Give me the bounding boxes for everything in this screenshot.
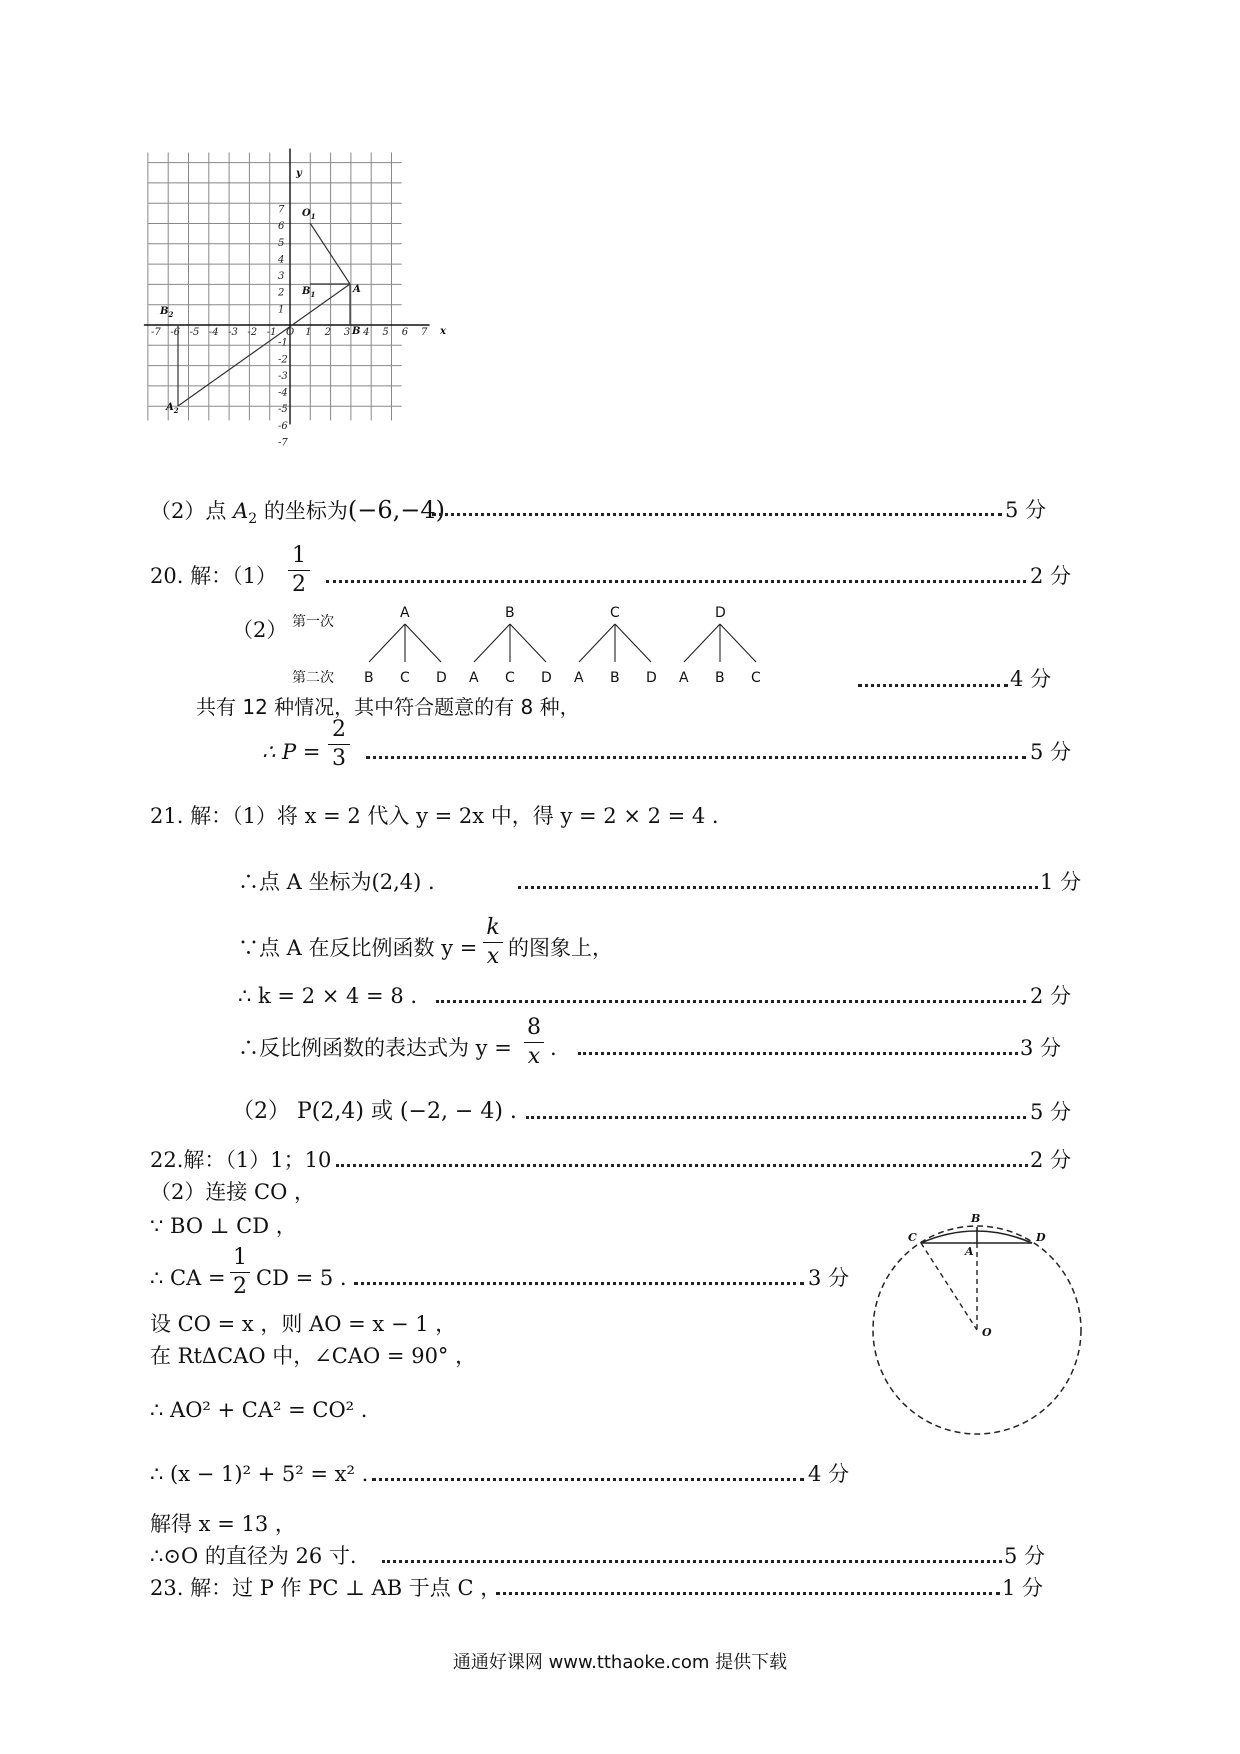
tree-root-B: B (505, 605, 515, 621)
q22-line7: ∴ AO² + CA² = CO² . (150, 1398, 368, 1422)
q22-line1-score: 2 分 (1030, 1148, 1072, 1172)
tree-leaf-B: B (610, 670, 620, 686)
q22-line10-score: 5 分 (1004, 1544, 1046, 1568)
x-tick-label: 6 (401, 327, 409, 338)
tree-leaf-D: D (436, 670, 447, 686)
q21-line4: ∴ k = 2 × 4 = 8 . (238, 984, 418, 1008)
q20-p-dots (366, 756, 1026, 759)
axis-y-label: y (296, 168, 302, 179)
q22-line1: 22.解：（1）1；10 (150, 1148, 332, 1172)
q21-line5-score: 3 分 (1020, 1036, 1062, 1060)
q19-part2: （2）点 $A_2$ 的坐标为(−6,−4) (150, 496, 445, 528)
tree-leaf-A: A (679, 670, 689, 686)
q23-line1: 23. 解：过 P 作 PC ⊥ AB 于点 C ， (150, 1576, 502, 1600)
q21-line5-pre: ∴反比例函数的表达式为 y = (238, 1036, 512, 1060)
x-tick-label: 3 (343, 327, 351, 338)
q22-line6: 在 RtΔCAO 中，∠CAO = 90° ， (150, 1344, 477, 1368)
q20-tree-score: 4 分 (1010, 667, 1052, 691)
tree-branch (615, 624, 651, 662)
q22-line5: 设 CO = x ，则 AO = x − 1 ， (150, 1312, 457, 1336)
x-tick-label: 1 (305, 327, 312, 338)
q20-first-label: 第一次 (292, 614, 334, 630)
tree-branch (405, 624, 441, 662)
axis-x-label: x (440, 326, 446, 337)
q19-dots (432, 513, 1002, 516)
q23-line1-dots (496, 1592, 1000, 1595)
circle-label-D: D (1036, 1231, 1046, 1244)
tree-leaf-A: A (574, 670, 584, 686)
x-tick-label: O (286, 327, 295, 338)
q22-line3: ∵ BO ⊥ CD ， (150, 1214, 297, 1238)
x-tick-label: -4 (208, 327, 219, 338)
label-B2: $B_2$ (160, 306, 174, 319)
tree-branch (510, 624, 546, 662)
q21-line4-score: 2 分 (1030, 984, 1072, 1008)
page-footer: 通通好课网 www.tthaoke.com 提供下载 (452, 1652, 788, 1673)
tree-leaf-D: D (646, 670, 657, 686)
tree-leaf-C: C (505, 670, 515, 686)
y-tick-label: -3 (278, 370, 288, 382)
label-B: B (352, 326, 361, 337)
y-tick-label: -2 (278, 354, 288, 366)
q22-line8-score: 4 分 (808, 1462, 850, 1486)
x-tick-label: -5 (189, 327, 200, 338)
q21-line1: 21. 解：（1）将 x = 2 代入 y = 2x 中，得 y = 2 × 2 = 4 . (150, 804, 719, 828)
q22-line2: （2）连接 CO ， (150, 1180, 315, 1204)
circle-label-C: C (908, 1231, 917, 1244)
q21-line3-post: 的图象上， (508, 936, 613, 960)
q20-fraction-half: 1 2 (288, 543, 310, 598)
tree-branch (369, 624, 405, 662)
q20-part2-label: （2） (232, 618, 288, 642)
y-tick-label: -6 (278, 420, 288, 432)
tree-branch (474, 624, 510, 662)
q21-line2: ∴点 A 坐标为(2,4) . (238, 870, 435, 894)
tree-branch (579, 624, 615, 662)
circle-label-O: O (982, 1326, 992, 1339)
q21-line6: （2） P(2,4) 或 (−2, − 4) . (232, 1099, 517, 1124)
tree-leaf-A: A (469, 670, 479, 686)
x-tick-label: -7 (151, 327, 161, 338)
y-tick-label: 6 (278, 221, 285, 233)
q21-fraction-8-x: 8 x (524, 1015, 544, 1070)
q21-line2-dots (518, 886, 1038, 889)
circle-label-B: B (971, 1212, 981, 1225)
y-tick-label: -4 (278, 387, 288, 399)
q22-line4-score: 3 分 (808, 1266, 850, 1290)
q22-line4-pre: ∴ CA = (150, 1266, 226, 1290)
x-tick-label: -2 (247, 327, 258, 338)
x-tick-label: 4 (363, 327, 370, 338)
q21-line3-pre: ∵点 A 在反比例函数 y = (238, 936, 478, 960)
tree-leaf-C: C (400, 670, 410, 686)
y-tick-label: 2 (278, 287, 285, 299)
x-tick-label: -3 (228, 327, 238, 338)
q22-line9: 解得 x = 13 ， (150, 1512, 296, 1536)
tree-diagram (350, 600, 780, 690)
y-tick-label: 1 (278, 304, 285, 316)
q20-p-score: 5 分 (1030, 740, 1072, 764)
tree-root-D: D (715, 605, 726, 621)
tree-leaf-B: B (715, 670, 725, 686)
coordinate-grid-figure (140, 150, 446, 460)
tree-branch (720, 624, 756, 662)
y-tick-label: 5 (278, 237, 285, 249)
y-tick-label: -7 (278, 437, 288, 449)
q20-p1-score: 2 分 (1030, 564, 1072, 588)
q21-line6-dots (526, 1116, 1026, 1119)
circle-label-A: A (965, 1245, 974, 1258)
q20-head: 20. 解：（1） (150, 564, 277, 588)
q21-line2-score: 1 分 (1040, 870, 1082, 894)
q22-line8: ∴ (x − 1)² + 5² = x² . (150, 1462, 369, 1486)
q21-line5-post: . (550, 1036, 557, 1060)
q22-line10-dots (382, 1560, 1002, 1563)
x-tick-label: 2 (324, 327, 331, 338)
q21-line6-score: 5 分 (1030, 1100, 1072, 1124)
q22-line10: ∴⊙O 的直径为 26 寸. (150, 1544, 357, 1568)
segment-O1-A (310, 223, 350, 284)
tree-branch (684, 624, 720, 662)
q20-count: 共有 12 种情况，其中符合题意的有 8 种， (196, 695, 580, 719)
x-tick-label: -6 (170, 327, 181, 338)
label-O1: $O_1$ (302, 208, 316, 221)
y-tick-label: -5 (278, 404, 288, 416)
q21-line4-dots (436, 1000, 1026, 1003)
q22-line4-post: CD = 5 . (256, 1266, 347, 1290)
label-A: A (353, 284, 361, 295)
label-A2: $A_2$ (166, 402, 179, 415)
q20-p-prefix: ∴ P = (262, 740, 321, 764)
y-tick-label: -1 (278, 337, 288, 349)
q22-line4-dots (354, 1282, 804, 1285)
q20-tree-dots (858, 684, 1008, 687)
y-tick-label: 4 (278, 254, 285, 266)
x-tick-label: -1 (266, 327, 277, 338)
tree-leaf-B: B (364, 670, 374, 686)
tree-root-A: A (400, 605, 410, 621)
circle-figure (860, 1205, 1080, 1445)
tree-leaf-C: C (751, 670, 761, 686)
q19-score: 5 分 (1005, 498, 1047, 522)
q22-line1-dots (336, 1164, 1028, 1167)
label-B1: $B_1$ (302, 286, 316, 299)
x-tick-label: 5 (382, 327, 389, 338)
tree-leaf-D: D (541, 670, 552, 686)
q20-p1-dots (326, 580, 1026, 583)
q22-line8-dots (372, 1478, 804, 1481)
q20-second-label: 第二次 (292, 670, 334, 686)
y-tick-label: 7 (278, 204, 285, 216)
tree-root-C: C (610, 605, 620, 621)
q21-line5-dots (578, 1052, 1018, 1055)
q22-fraction-half: 1 2 (230, 1245, 250, 1300)
y-tick-label: 3 (278, 271, 285, 283)
q23-line1-score: 1 分 (1002, 1576, 1044, 1600)
x-tick-label: 7 (420, 327, 428, 338)
q21-fraction-k-x: k x (483, 915, 503, 970)
q20-fraction-two-thirds: 2 3 (328, 717, 350, 772)
